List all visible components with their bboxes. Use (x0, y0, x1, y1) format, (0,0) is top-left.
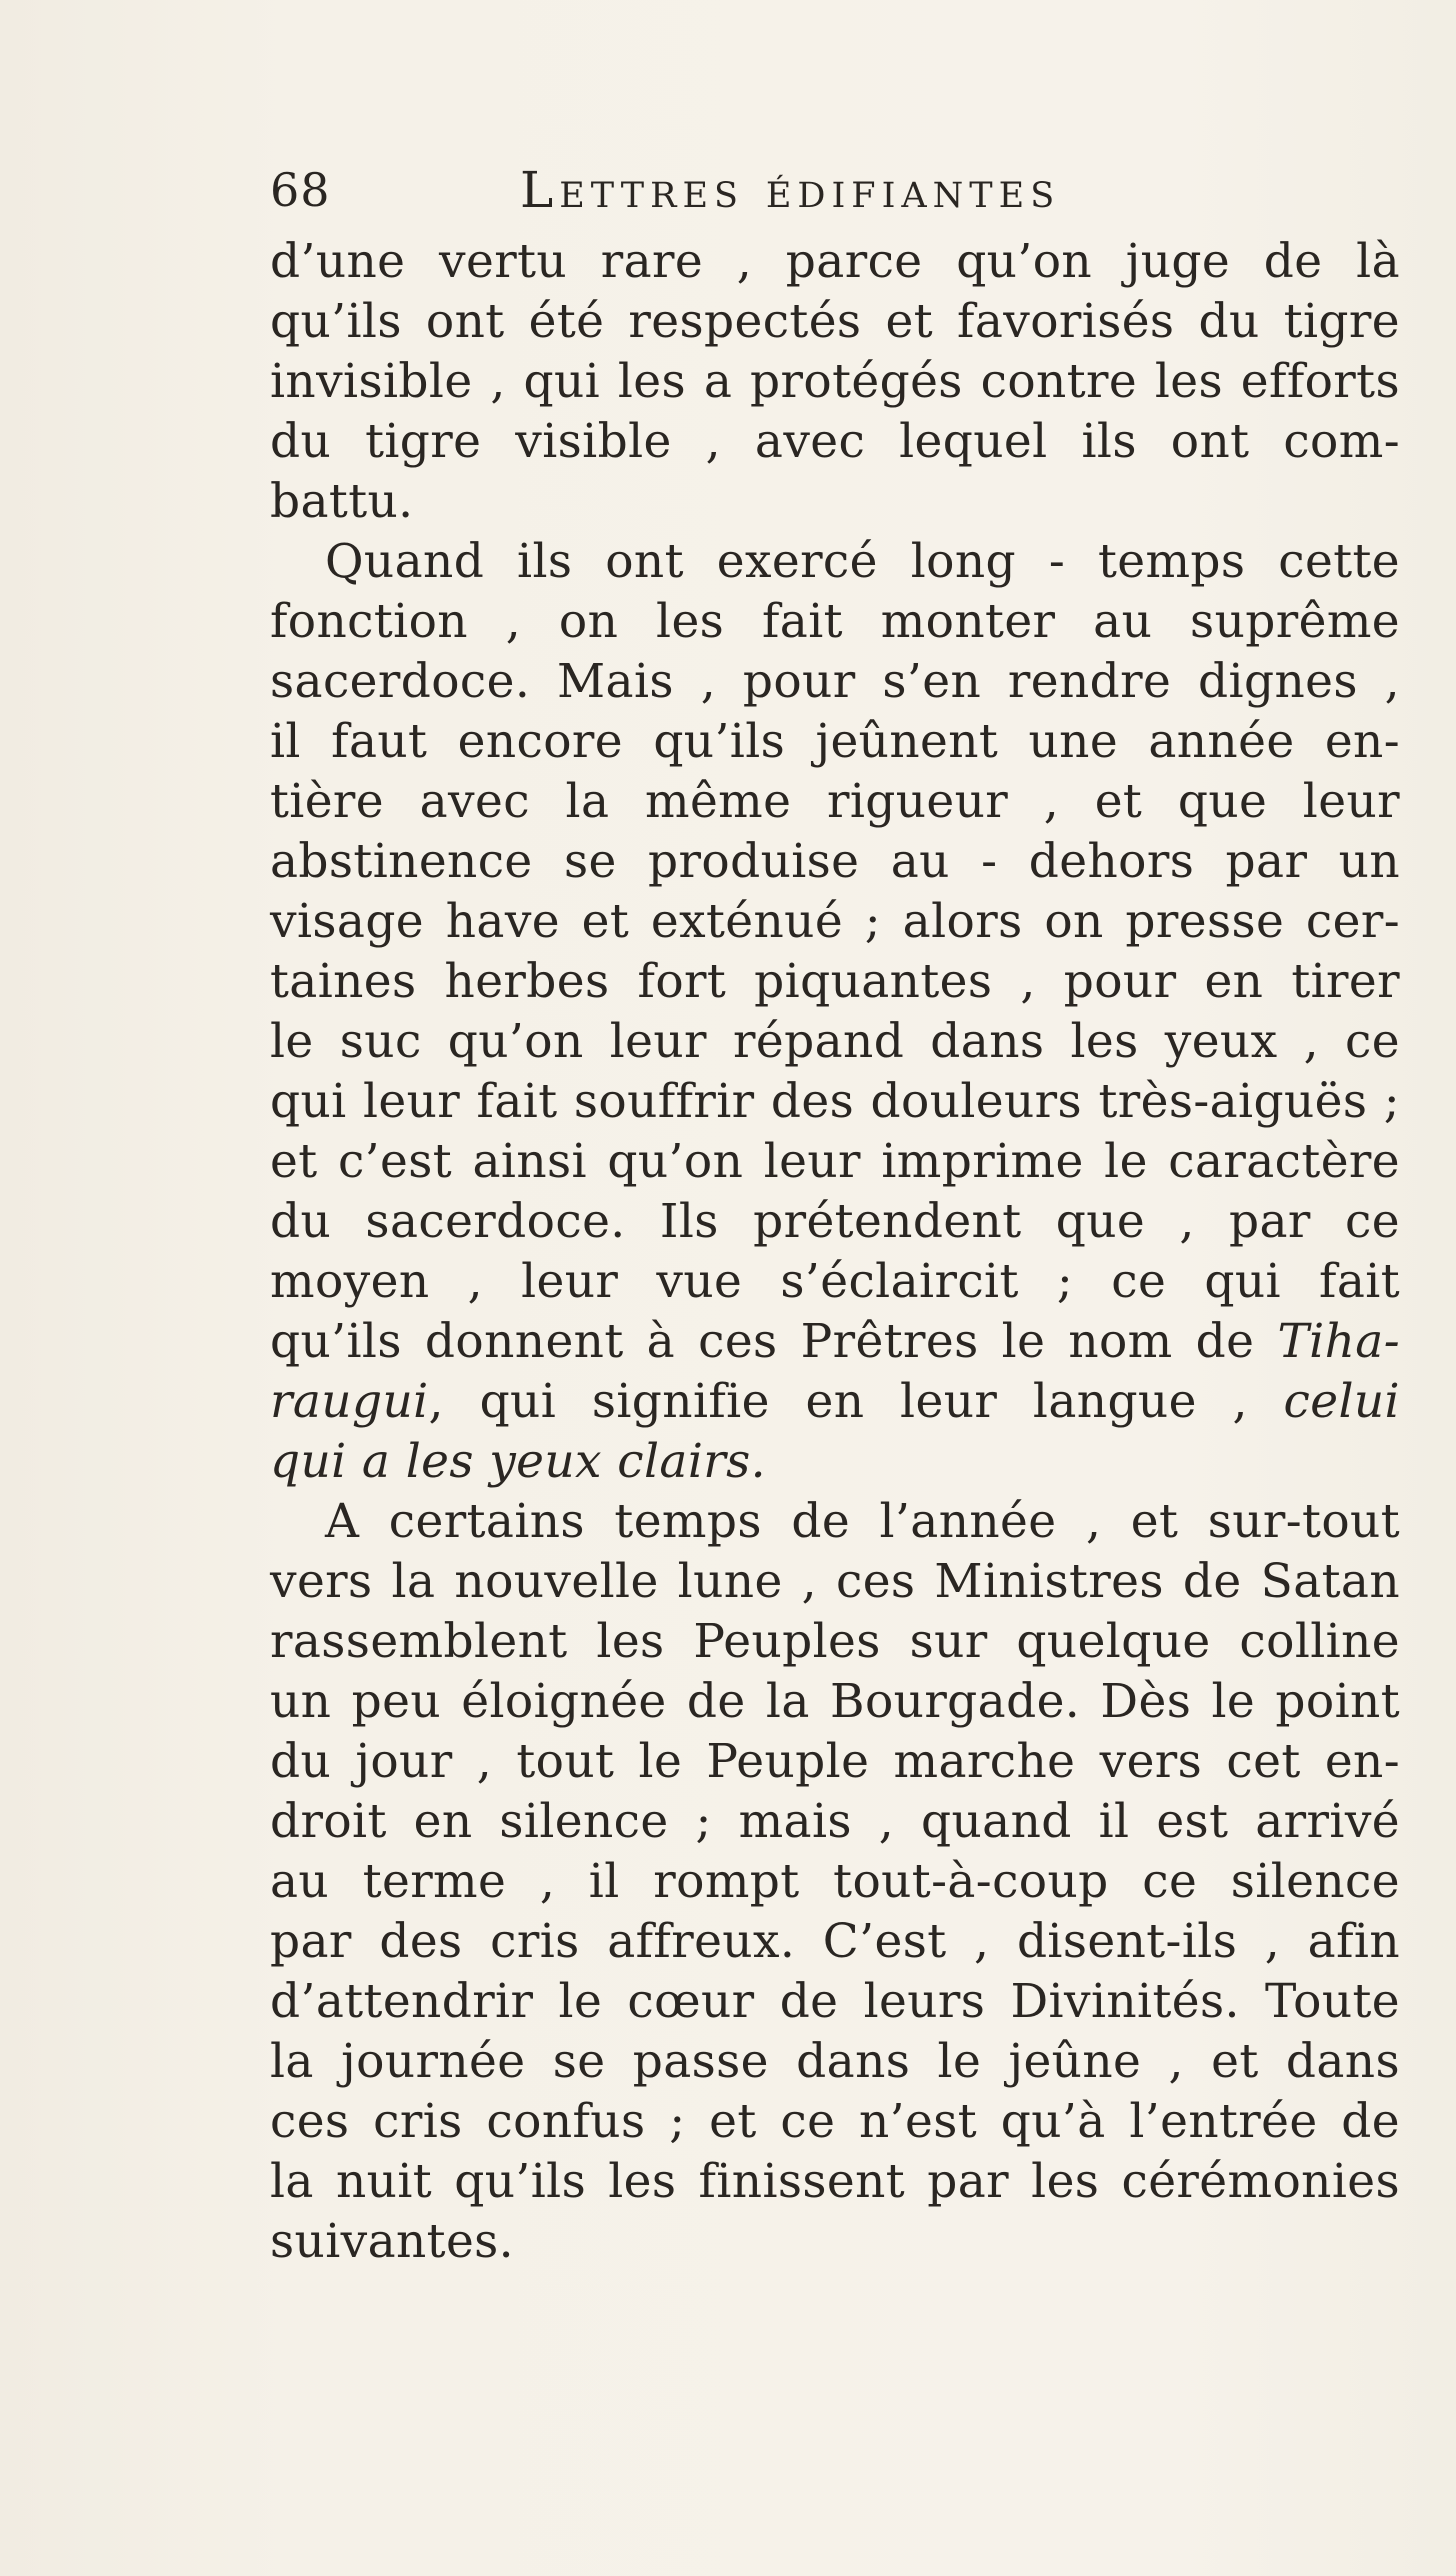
body-text (270, 232, 1400, 2272)
text-line: la nuit qu’ils les finissent par les cérémonies (270, 2154, 1400, 2209)
text-line: visage have et exténué ; alors on presse cer- (270, 894, 1400, 949)
text-line: et c’est ainsi qu’on leur imprime le caractère (270, 1134, 1400, 1189)
text-line: fonction , on les fait monter au suprême (270, 594, 1400, 649)
text-line: A certains temps de l’année , et sur-tout (325, 1494, 1400, 1549)
text-line: moyen , leur vue s’éclaircit ; ce qui fait (270, 1254, 1400, 1309)
text-line: qui leur fait souffrir des douleurs très-aiguës ; (270, 1074, 1400, 1129)
text-segment: , qui signifie en leur langue , (428, 1374, 1284, 1429)
text-line: ces cris confus ; et ce n’est qu’à l’entrée de (270, 2094, 1400, 2149)
page-header (0, 160, 1456, 220)
page-number: 68 (270, 163, 331, 217)
text-line: il faut encore qu’ils jeûnent une année en- (270, 714, 1400, 769)
text-line: la journée se passe dans le jeûne , et dans (270, 2034, 1400, 2089)
text-line: d’une vertu rare , parce qu’on juge de là (270, 234, 1400, 289)
italic-text: qui a les yeux clairs. (270, 1434, 767, 1489)
running-title: Lettres édifiantes (520, 161, 1061, 219)
text-line (270, 1432, 1400, 1492)
text-line: abstinence se produise au - dehors par un (270, 834, 1400, 889)
text-line: battu. (270, 474, 414, 529)
text-line: tière avec la même rigueur , et que leur (270, 774, 1400, 829)
text-line: taines herbes fort piquantes , pour en tirer (270, 954, 1400, 1009)
text-line: par des cris affreux. C’est , disent-ils , afin (270, 1914, 1400, 1969)
text-line: rassemblent les Peuples sur quelque colline (270, 1614, 1400, 1669)
text-line: du sacerdoce. Ils prétendent que , par ce (270, 1194, 1400, 1249)
text-line: vers la nouvelle lune , ces Ministres de Satan (270, 1554, 1400, 1609)
text-line (270, 1372, 1400, 1432)
text-line: au terme , il rompt tout-à-coup ce silence (270, 1854, 1400, 1909)
text-line: Quand ils ont exercé long - temps cette (325, 534, 1400, 589)
text-line: invisible , qui les a protégés contre les efforts (270, 354, 1400, 409)
text-line: d’attendrir le cœur de leurs Divinités. Toute (270, 1974, 1400, 2029)
text-line: un peu éloignée de la Bourgade. Dès le point (270, 1674, 1400, 1729)
text-line (270, 1312, 1400, 1372)
text-segment: qu’ils donnent à ces Prêtres le nom de (270, 1314, 1278, 1369)
text-line: sacerdoce. Mais , pour s’en rendre dignes , (270, 654, 1400, 709)
text-line: le suc qu’on leur répand dans les yeux , ce (270, 1014, 1400, 1069)
text-line: du jour , tout le Peuple marche vers cet en- (270, 1734, 1400, 1789)
italic-text: Tiha- (1277, 1314, 1400, 1369)
text-line: suivantes. (270, 2214, 515, 2269)
text-line: du tigre visible , avec lequel ils ont com- (270, 414, 1400, 469)
italic-text: raugui (270, 1374, 429, 1429)
italic-text: celui (1283, 1374, 1400, 1429)
text-line: qu’ils ont été respectés et favorisés du tigre (270, 294, 1400, 349)
text-line: droit en silence ; mais , quand il est arrivé (270, 1794, 1400, 1849)
